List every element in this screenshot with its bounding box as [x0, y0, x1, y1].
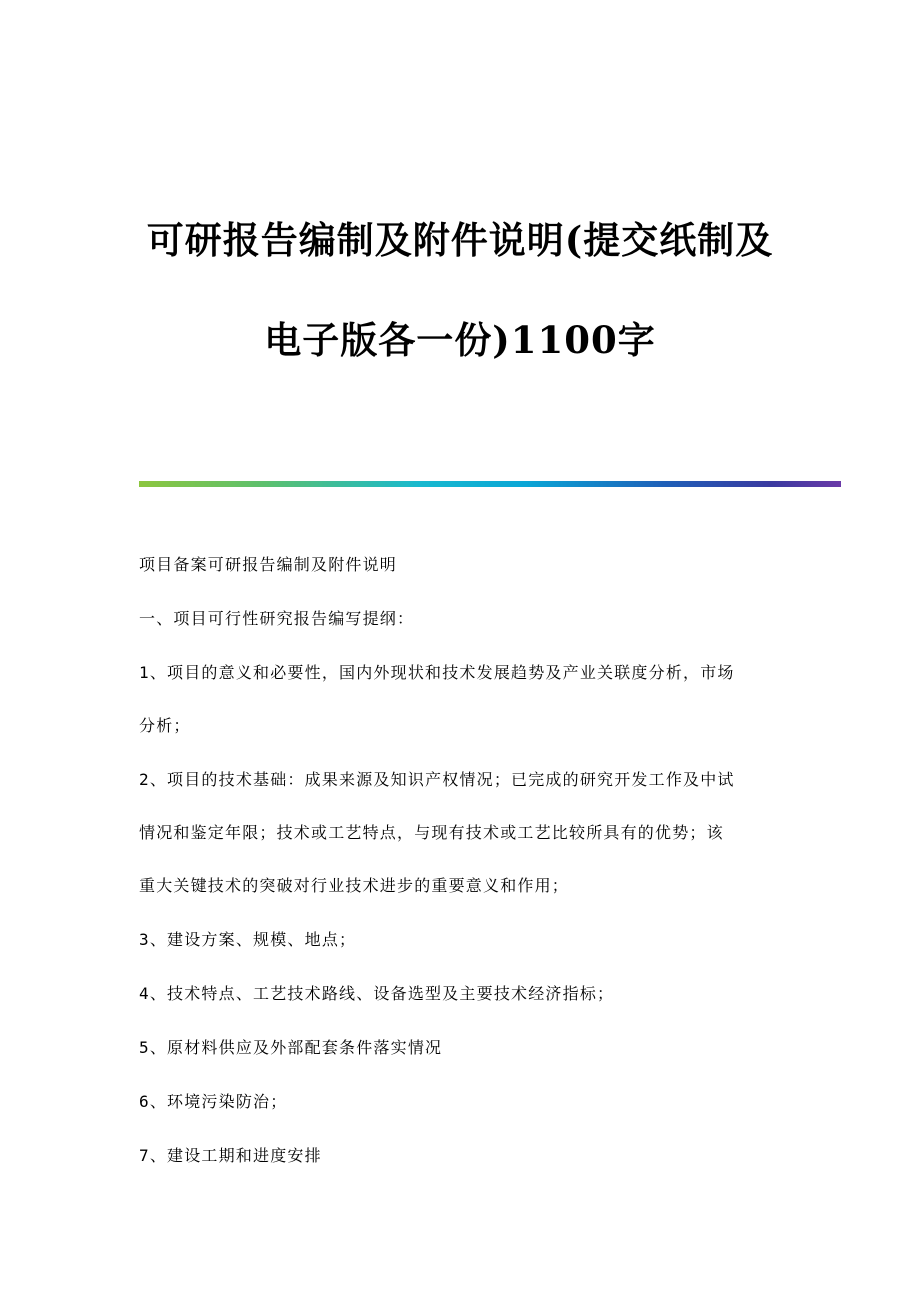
paragraph-item-4	[139, 981, 829, 1007]
text-line: 3、建设方案、规模、地点；	[139, 930, 357, 949]
paragraph-item-5	[139, 1035, 829, 1061]
text-line: 6、环境污染防治；	[139, 1092, 288, 1111]
document-title	[60, 190, 860, 390]
text-line: 重大关键技术的突破对行业技术进步的重要意义和作用；	[139, 876, 570, 895]
text-line: 一、项目可行性研究报告编写提纲：	[139, 609, 415, 628]
text-line: 分析；	[139, 716, 191, 735]
paragraph-item-3	[139, 927, 829, 953]
paragraph-heading	[139, 552, 829, 578]
document-body	[139, 552, 829, 1197]
paragraph-item-1	[139, 660, 829, 739]
gradient-divider	[139, 481, 841, 487]
paragraph-item-2	[139, 767, 829, 899]
text-line: 情况和鉴定年限；技术或工艺特点，与现有技术或工艺比较所具有的优势；该	[139, 823, 724, 842]
text-line: 1、项目的意义和必要性，国内外现状和技术发展趋势及产业关联度分析，市场	[139, 663, 735, 682]
paragraph-item-6	[139, 1089, 829, 1115]
text-line: 项目备案可研报告编制及附件说明	[139, 555, 398, 574]
paragraph-item-7	[139, 1143, 829, 1169]
text-line: 5、原材料供应及外部配套条件落实情况	[139, 1038, 443, 1057]
title-line-2: 电子版各一份)1100字	[264, 318, 656, 362]
text-line: 2、项目的技术基础：成果来源及知识产权情况；已完成的研究开发工作及中试	[139, 770, 735, 789]
text-line: 4、技术特点、工艺技术路线、设备选型及主要技术经济指标；	[139, 984, 615, 1003]
text-line: 7、建设工期和进度安排	[139, 1146, 322, 1165]
paragraph-outline-title	[139, 606, 829, 632]
title-line-1: 可研报告编制及附件说明(提交纸制及	[146, 218, 774, 262]
